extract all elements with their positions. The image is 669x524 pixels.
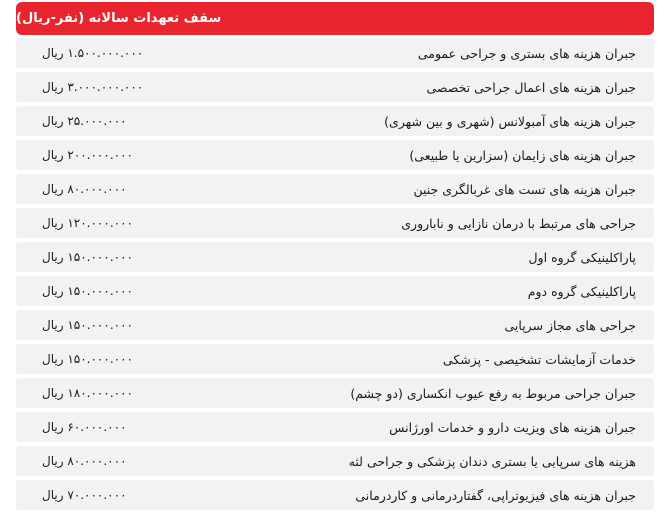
table-header-title: سقف تعهدات سالانه (نفر-ریال) [16, 11, 222, 26]
row-amount: ۸۰.۰۰۰.۰۰۰ ریال [42, 182, 127, 196]
table-row [16, 276, 654, 306]
row-label: پاراکلینیکی گروه دوم [527, 283, 636, 299]
row-label: پاراکلینیکی گروه اول [528, 249, 636, 265]
row-label: جبران هزینه های آمبولانس (شهری و بین شهری) [384, 113, 636, 129]
table-row [16, 242, 654, 272]
row-amount: ۸۰.۰۰۰.۰۰۰ ریال [42, 454, 127, 468]
row-amount: ۶۰.۰۰۰.۰۰۰ ریال [42, 420, 127, 434]
table-row [16, 174, 654, 204]
row-amount: ۷۰.۰۰۰.۰۰۰ ریال [42, 488, 127, 502]
table-row [16, 38, 654, 68]
row-amount: ۲۵.۰۰۰.۰۰۰ ریال [42, 114, 127, 128]
table-row [16, 344, 654, 374]
row-amount: ۱۸۰.۰۰۰.۰۰۰ ریال [42, 386, 133, 400]
coverage-table [16, 2, 654, 514]
row-label: جبران هزینه های بستری و جراحی عمومی [417, 45, 636, 61]
table-header [16, 2, 654, 35]
row-label: جبران هزینه های ویزیت دارو و خدمات اورژانس [389, 419, 636, 435]
row-label: جبران هزینه های زایمان (سزارین یا طبیعی) [409, 147, 636, 163]
row-amount: ۱۵۰.۰۰۰.۰۰۰ ریال [42, 250, 133, 264]
table-row [16, 412, 654, 442]
row-label: خدمات آزمایشات تشخیصی - پزشکی [442, 351, 636, 367]
table-row [16, 140, 654, 170]
row-label: جبران جراحی مربوط به رفع عیوب انکساری (دو چشم) [350, 385, 636, 401]
table-row [16, 480, 654, 510]
row-label: جبران هزینه های فیزیوتراپی، گفتاردرمانی و کاردرمانی [355, 487, 636, 503]
row-amount: ۱.۵۰۰.۰۰۰.۰۰۰ ریال [42, 46, 144, 60]
table-row [16, 310, 654, 340]
table-row [16, 72, 654, 102]
row-label: جراحی های مجاز سرپایی [504, 317, 636, 333]
row-amount: ۳.۰۰۰.۰۰۰.۰۰۰ ریال [42, 80, 144, 94]
row-label: جبران هزینه های اعمال جراحی تخصصی [426, 79, 636, 95]
table-row [16, 446, 654, 476]
table-row [16, 208, 654, 238]
row-amount: ۱۵۰.۰۰۰.۰۰۰ ریال [42, 352, 133, 366]
table-rows [16, 38, 654, 510]
row-amount: ۱۵۰.۰۰۰.۰۰۰ ریال [42, 284, 133, 298]
table-row [16, 378, 654, 408]
row-amount: ۱۲۰.۰۰۰.۰۰۰ ریال [42, 216, 133, 230]
row-amount: ۱۵۰.۰۰۰.۰۰۰ ریال [42, 318, 133, 332]
table-row [16, 106, 654, 136]
row-amount: ۲۰۰.۰۰۰.۰۰۰ ریال [42, 148, 133, 162]
row-label: جبران هزینه های تست های غربالگری جنین [413, 181, 636, 197]
row-label: هزینه های سرپایی یا بستری دندان پزشکی و جراحی لثه [348, 453, 636, 469]
row-label: جراحی های مرتبط با درمان نازایی و ناباروری [401, 215, 636, 231]
